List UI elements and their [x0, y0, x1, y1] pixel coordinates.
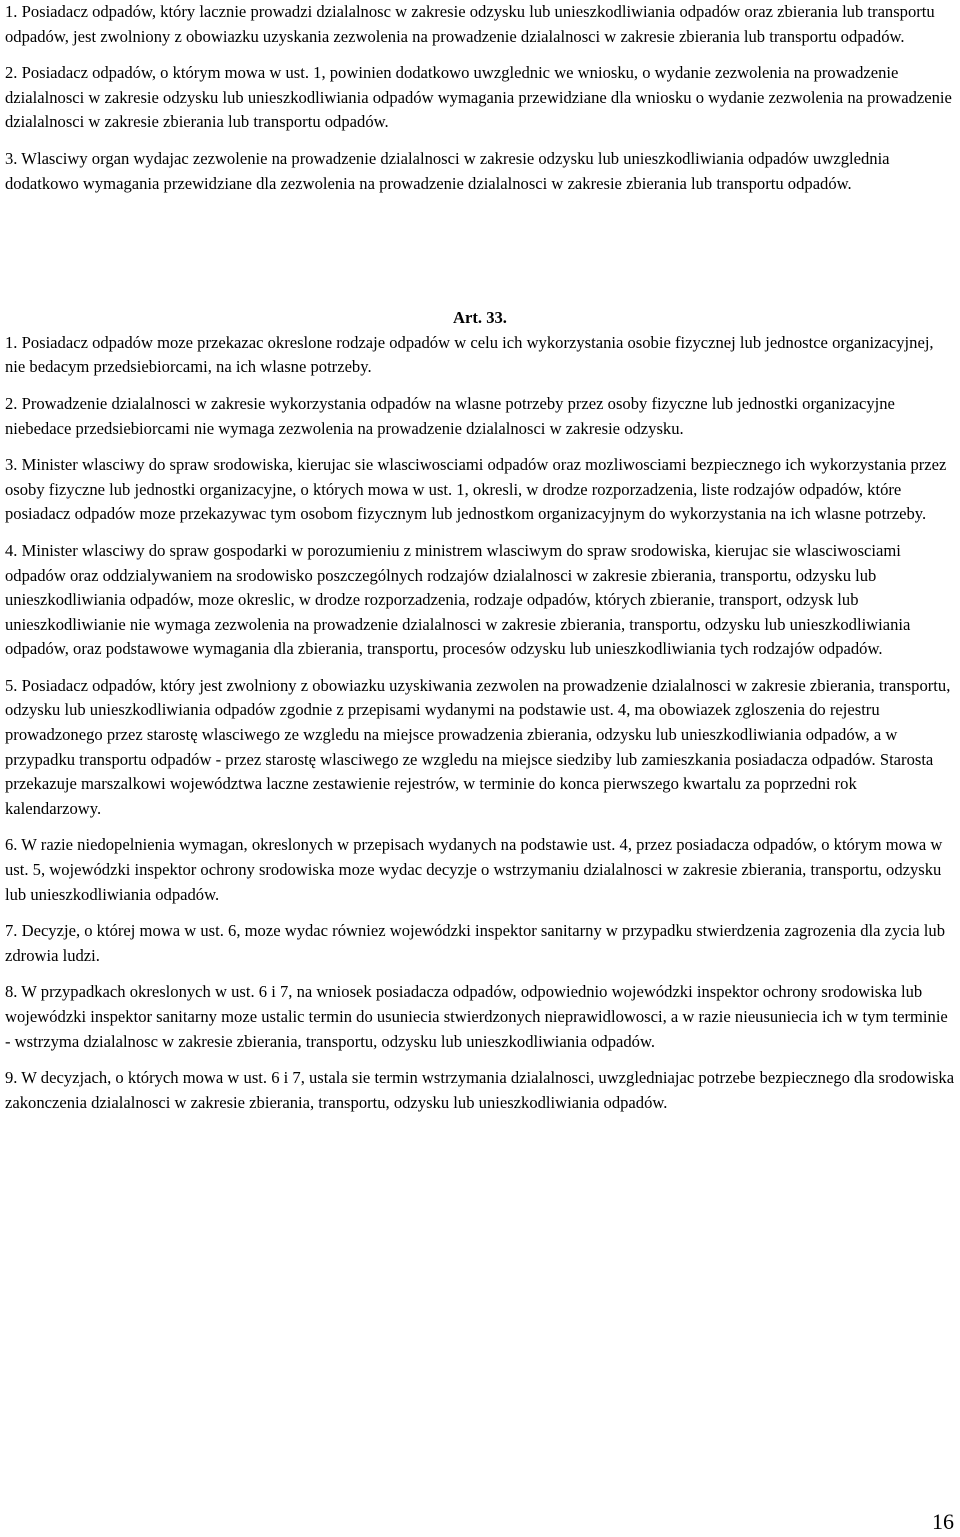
- article-paragraph-7: 7. Decyzje, o której mowa w ust. 6, moze wydac równiez wojewódzki inspektor sanitarny w przypadku stwierdzenia zagrozenia dla zycia lub zdrowia ludzi.: [5, 921, 945, 965]
- document-page: [5, 0, 955, 1115]
- article-paragraph-1: 1. Posiadacz odpadów moze przekazac okreslone rodzaje odpadów w celu ich wykorzystania osobie fizycznej lub jednostce organizacyjnej, nie bedacym przedsiebiorcami, na ich wlasne potrzeby.: [5, 332, 934, 377]
- article-paragraph-8: 8. W przypadkach okreslonych w ust. 6 i 7, na wniosek posiadacza odpadów, odpowiednio wojewódzki inspektor ochrony srodowiska lub wojewódzki inspektor sanitarny moze ustalic termin do usuniecia stwierdzonych nieprawidlowosci, a w razie nieusuniecia ich w tym terminie - wstrzyma dzialalnosc w zakresie zbierania, transportu, odzysku lub unieszkodliwiania odpadów.: [5, 982, 948, 1051]
- paragraph-3: 3. Wlasciwy organ wydajac zezwolenie na prowadzenie dzialalnosci w zakresie odzysku lub unieszkodliwiania odpadów uwzglednia dodatkowo wymagania przewidziane dla zezwolenia na prowadzenie dzialalnosci w zakresie zbierania lub transportu odpadów.: [5, 148, 890, 193]
- article-paragraph-3: 3. Minister wlasciwy do spraw srodowiska, kierujac sie wlasciwosciami odpadów oraz mozliwosciami bezpiecznego ich wykorzystania przez osoby fizyczne lub jednostki organizacyjne, o których mowa w ust. 1, okresli, w drodze rozporzadzenia, liste rodzajów odpadów, które posiadacz odpadów moze przekazywac tym osobom fizycznym lub jednostkom organizacyjnym do wykorzystania na ich wlasne potrzeby.: [5, 455, 947, 524]
- article-paragraph-4: 4. Minister wlasciwy do spraw gospodarki w porozumieniu z ministrem wlasciwym do spraw srodowiska, kierujac sie wlasciwosciami odpadów oraz oddzialywaniem na srodowisko poszczególnych rodzajów dzialalnosci w zakresie zbierania, transportu, odzysku lub unieszkodliwiania odpadów, moze okreslic, w drodze rozporzadzenia, rodzaje odpadów, których zbieranie, transport, odzysk lub unieszkodliwianie nie wymaga zezwolenia na prowadzenie dzialalnosci w zakresie zbierania, transportu, odzysku lub unieszkodliwiania odpadów, oraz podstawowe wymagania dla zbierania, transportu, procesów odzysku lub unieszkodliwiania tych rodzajów odpadów.: [5, 540, 911, 659]
- paragraph-1: 1. Posiadacz odpadów, który lacznie prowadzi dzialalnosc w zakresie odzysku lub unieszkodliwiania odpadów oraz zbierania lub transportu odpadów, jest zwolniony z obowiazku uzyskania zezwolenia na prowadzenie dzialalnosci w zakresie zbierania lub transportu odpadów.: [5, 2, 935, 46]
- article-heading: Art. 33.: [453, 308, 507, 328]
- article-paragraph-5: 5. Posiadacz odpadów, który jest zwolniony z obowiazku uzyskiwania zezwolen na prowadzenie dzialalnosci w zakresie zbierania, transportu, odzysku lub unieszkodliwiania odpadów zgodnie z przepisami wydanymi na podstawie ust. 4, ma obowiazek zgloszenia do rejestru prowadzonego przez starostę wlasciwego ze wzgledu na miejsce prowadzenia zbierania, odzysku lub unieszkodliwiania odpadów, a w przypadku transportu odpadów - przez starostę wlasciwego ze wzgledu na miejsce siedziby lub zamieszkania posiadacza odpadów. Starosta przekazuje marszalkowi województwa laczne zestawienie rejestrów, w terminie do konca pierwszego kwartalu za poprzedni rok kalendarzowy.: [5, 675, 951, 818]
- article-paragraph-6: 6. W razie niedopelnienia wymagan, okreslonych w przepisach wydanych na podstawie ust. 4, przez posiadacza odpadów, o którym mowa w ust. 5, wojewódzki inspektor ochrony srodowiska moze wydac decyzje o wstrzymaniu dzialalnosci w zakresie zbierania, transportu, odzysku lub unieszkodliwiania odpadów.: [5, 835, 943, 904]
- article-paragraph-2: 2. Prowadzenie dzialalnosci w zakresie wykorzystania odpadów na wlasne potrzeby przez osoby fizyczne lub jednostki organizacyjne niebedace przedsiebiorcami nie wymaga zezwolenia na prowadzenie dzialalnosci w zakresie odzysku.: [5, 393, 895, 438]
- paragraph-2: 2. Posiadacz odpadów, o którym mowa w ust. 1, powinien dodatkowo uwzglednic we wniosku, o wydanie zezwolenia na prowadzenie dzialalnosci w zakresie odzysku lub unieszkodliwiania odpadów wymagania przewidziane dla wniosku o wydanie zezwolenia na prowadzenie dzialalnosci w zakresie zbierania lub transportu odpadów.: [5, 63, 952, 132]
- page-number: 16: [932, 1509, 954, 1534]
- article-paragraph-9: 9. W decyzjach, o których mowa w ust. 6 i 7, ustala sie termin wstrzymania dzialalnosci, uwzgledniajac potrzebe bezpiecznego dla srodowiska zakonczenia dzialalnosci w zakresie zbierania, transportu, odzysku lub unieszkodliwiania odpadów.: [5, 1068, 955, 1112]
